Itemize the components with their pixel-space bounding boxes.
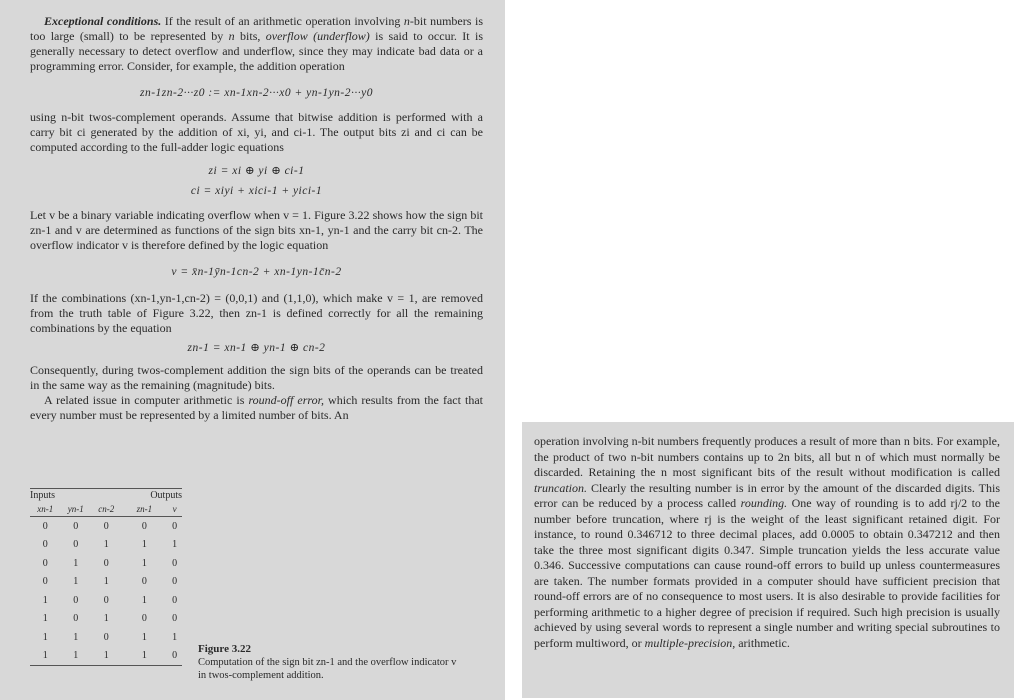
text-run: Clearly the resulting number is in error by the amount of the discarded digits. This error can be reduced by a process called bbox=[534, 480, 1000, 510]
table-row bbox=[30, 517, 182, 536]
table-cell: 0 bbox=[141, 520, 147, 532]
column-header: xn-1 bbox=[30, 502, 61, 517]
column-header: v bbox=[167, 502, 182, 517]
paragraph-truncation-rounding bbox=[534, 434, 1000, 651]
table-cell: 1 bbox=[91, 647, 122, 666]
truth-table-figure bbox=[30, 488, 182, 666]
table-cell: 0 bbox=[141, 576, 147, 588]
paragraph-consequently: Consequently, during twos-complement addition the sign bits of the operands can be treated in the same way as the remaining (magnitude) bits. bbox=[30, 363, 483, 392]
figure-label: Figure 3.22 bbox=[198, 643, 251, 655]
table-row bbox=[30, 536, 182, 555]
text-run: A related issue in computer arithmetic is bbox=[44, 393, 249, 407]
paragraph-title: Exceptional conditions. bbox=[44, 14, 162, 28]
equation-sum-bit: zi = xi ⊕ yi ⊕ ci-1 bbox=[208, 165, 305, 177]
table-cell: 1 bbox=[103, 539, 109, 551]
term-multiple-precision: multiple-precision, bbox=[644, 635, 736, 650]
text-run: which results from the fact that every number must be represented by a limited number of bits. An bbox=[30, 393, 484, 422]
table-row bbox=[30, 554, 182, 573]
figure-caption bbox=[198, 643, 458, 682]
table-cell: 1 bbox=[103, 613, 109, 625]
term-overflow: overflow (underflow) bbox=[265, 29, 370, 43]
table-cell: 1 bbox=[122, 647, 168, 666]
table-cell: 0 bbox=[172, 576, 178, 588]
table-cell: 0 bbox=[172, 520, 178, 532]
table-cell: 1 bbox=[141, 594, 147, 606]
table-cell: 1 bbox=[73, 631, 79, 643]
equation-sign-bit: zn-1 = xn-1 ⊕ yn-1 ⊕ cn-2 bbox=[187, 342, 326, 354]
table-row bbox=[30, 610, 182, 629]
table-body bbox=[30, 517, 182, 666]
figure-caption-text: Computation of the sign bit zn-1 and the overflow indicator v in twos-complement addition. bbox=[198, 657, 457, 681]
text-run: One way of rounding is to add rj/2 to the number before truncation, where rj is the weight of the least significant retained digit. For instance, to round 0.346712 to three decimal places, add 0.0005 to obtain 0.347212 and then take the three most significant digits 0.347. Simple truncation yields the less accurate value 0.346. Successive computations can cause round-off errors to build up unless countermeasures are taken. The number formats provided in a computer should have sufficient precision that round-off errors are of no consequence to most users. It is also desirable to provide facilities for performing arithmetic to a higher degree of precision if required. Such high precision is usually achieved by using several words to represent a single number and writing special subroutines to perform multiword, or bbox=[534, 496, 1000, 650]
text-run: -bit numbers is too large (small) to be represented by bbox=[30, 14, 483, 43]
table-cell: 1 bbox=[73, 576, 79, 588]
table-cell: 0 bbox=[103, 631, 109, 643]
table-cell: 0 bbox=[172, 594, 178, 606]
text-run: operation involving n-bit numbers frequently produces a result of more than n bits. For example, the product of two n-bit numbers contains up to 2n bits, all but n of which must normally be discarded. Retaining the n most significant bits of the result without modification is called bbox=[534, 434, 1000, 479]
table-row bbox=[30, 628, 182, 647]
table-cell: 1 bbox=[42, 631, 48, 643]
column-header: cn-2 bbox=[91, 502, 122, 517]
paragraph-operands: using n-bit twos-complement operands. Assume that bitwise addition is performed with a carry bit ci generated by the addition of xi, yi, and ci-1. The output bits zi and ci can be computed according to the full-adder logic equations bbox=[30, 110, 483, 154]
table-cell: 0 bbox=[42, 539, 48, 551]
table-cell: 1 bbox=[42, 594, 48, 606]
table-cell: 1 bbox=[141, 557, 147, 569]
paragraph-combinations: If the combinations (xn-1,yn-1,cn-2) = (0,0,1) and (1,1,0), which make v = 1, are removed from the truth table of Figure 3.22, then zn-1 is defined correctly for all the remaining combinations by the equation bbox=[30, 291, 483, 335]
truth-table bbox=[30, 488, 182, 666]
table-cell: 1 bbox=[172, 631, 178, 643]
table-cell: 0 bbox=[103, 520, 109, 532]
table-cell: 0 bbox=[73, 520, 79, 532]
table-row bbox=[30, 591, 182, 610]
table-cell: 1 bbox=[73, 557, 79, 569]
text-run: n bbox=[228, 29, 235, 43]
equation-carry-bit: ci = xiyi + xici-1 + yici-1 bbox=[190, 185, 323, 197]
equation-addition: zn-1zn-2···z0 := xn-1xn-2···x0 + yn-1yn-2···y0 bbox=[139, 87, 373, 99]
equation-overflow: v = x̄n-1ȳn-1cn-2 + xn-1yn-1c̄n-2 bbox=[171, 266, 342, 278]
text-run: If the result of an arithmetic operation involving bbox=[161, 14, 404, 28]
table-cell: 0 bbox=[42, 520, 48, 532]
table-row bbox=[30, 647, 182, 666]
outputs-header: Outputs bbox=[150, 490, 182, 501]
term-truncation: truncation. bbox=[534, 480, 587, 495]
table-cell: 1 bbox=[141, 539, 147, 551]
table-cell: 0 bbox=[172, 557, 178, 569]
table-cell: 1 bbox=[172, 539, 178, 551]
term-round-off-error: round-off error, bbox=[248, 393, 324, 407]
column-header: zn-1 bbox=[122, 502, 168, 517]
text-run: is said to occur. It is generally necessary to detect overflow and underflow, since they may indicate bad data or a programming error. Consider, for example, the addition operation bbox=[30, 29, 483, 73]
table-cell: 1 bbox=[42, 613, 48, 625]
table-cell: 0 bbox=[42, 576, 48, 588]
table-cell: 0 bbox=[73, 539, 79, 551]
table-cell: 1 bbox=[141, 631, 147, 643]
table-cell: 0 bbox=[103, 594, 109, 606]
table-cell: 0 bbox=[42, 557, 48, 569]
table-group-header bbox=[30, 489, 182, 503]
table-cell: 0 bbox=[172, 613, 178, 625]
paragraph-overflow-variable: Let v be a binary variable indicating overflow when v = 1. Figure 3.22 shows how the sign bit zn-1 and v are determined as functions of the sign bits xn-1, yn-1 and the carry bit cn-2. The overflow indicator v is therefore defined by the logic equation bbox=[30, 208, 483, 252]
right-page-scan bbox=[522, 422, 1014, 698]
table-cell: 0 bbox=[73, 594, 79, 606]
inputs-header: Inputs bbox=[30, 490, 55, 501]
table-column-header-row bbox=[30, 502, 182, 517]
table-cell: 0 bbox=[141, 613, 147, 625]
table-cell: 0 bbox=[103, 557, 109, 569]
table-cell: 1 bbox=[103, 576, 109, 588]
table-cell: 1 bbox=[61, 647, 92, 666]
paragraph-exceptional-conditions bbox=[30, 14, 483, 74]
table-cell: 0 bbox=[167, 647, 182, 666]
text-run: bits, bbox=[234, 29, 266, 43]
text-run: n bbox=[403, 14, 410, 28]
table-row bbox=[30, 573, 182, 592]
column-header: yn-1 bbox=[61, 502, 92, 517]
text-run: arithmetic. bbox=[735, 635, 790, 650]
paragraph-round-off bbox=[30, 393, 483, 423]
table-cell: 1 bbox=[30, 647, 61, 666]
term-rounding: rounding. bbox=[740, 496, 788, 510]
table-cell: 0 bbox=[73, 613, 79, 625]
